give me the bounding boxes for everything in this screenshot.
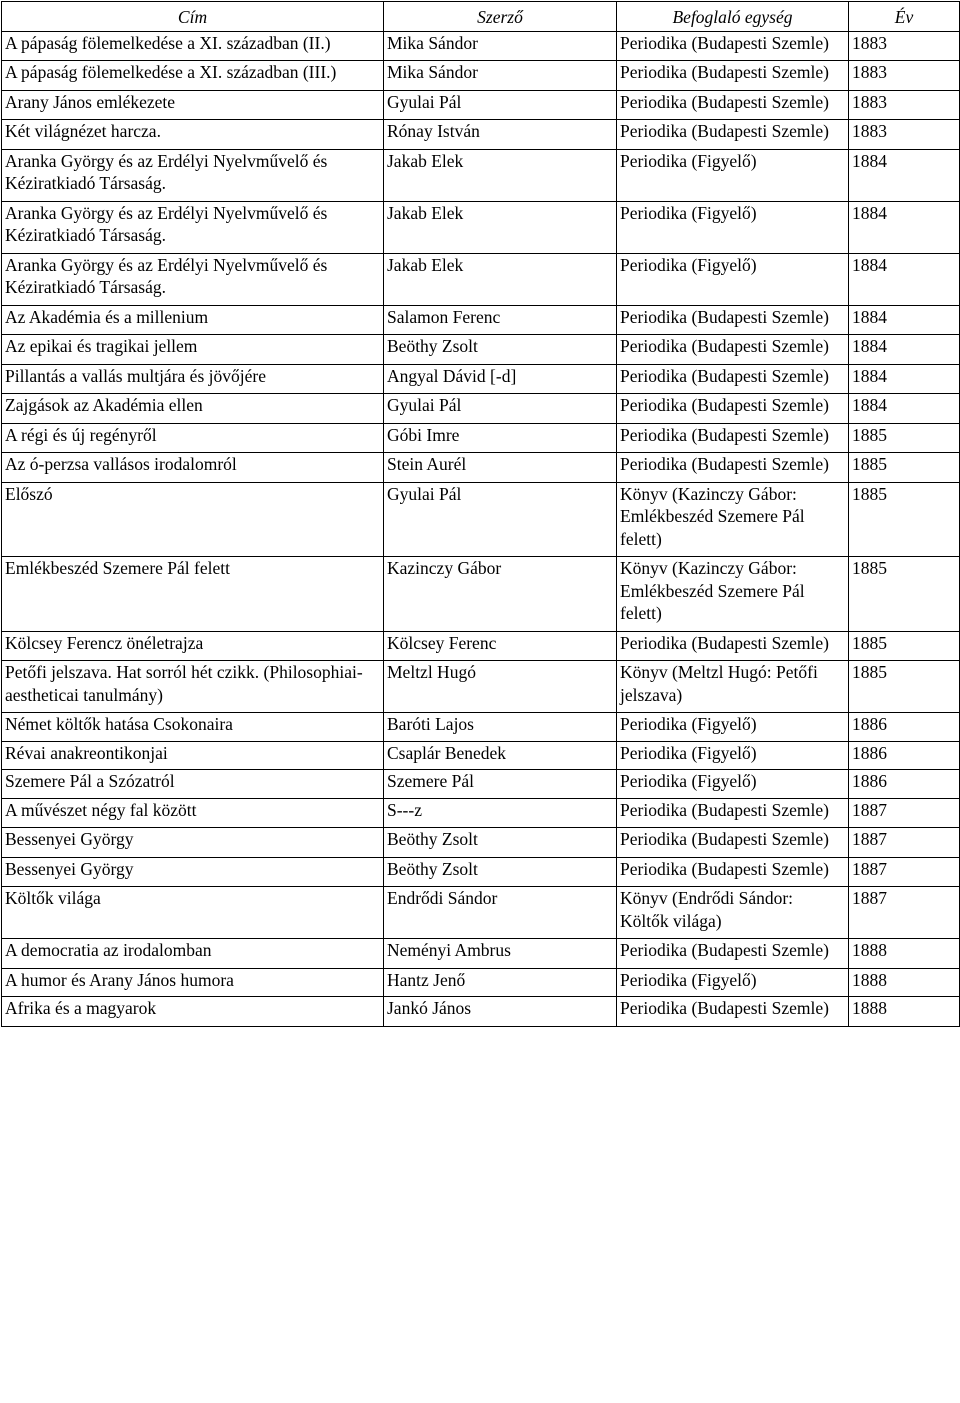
cell-author: Salamon Ferenc — [384, 305, 617, 335]
cell-author: Gyulai Pál — [384, 394, 617, 424]
cell-author: Góbi Imre — [384, 423, 617, 453]
cell-title: Aranka György és az Erdélyi Nyelvművelő és Kéziratkiadó Társaság. — [2, 149, 384, 201]
cell-container: Periodika (Figyelő) — [617, 713, 849, 742]
cell-year: 1887 — [849, 887, 960, 939]
table-row — [2, 61, 960, 91]
cell-author: Kazinczy Gábor — [384, 557, 617, 632]
cell-year: 1885 — [849, 661, 960, 713]
header-author: Szerző — [384, 2, 617, 32]
cell-author: Hantz Jenő — [384, 968, 617, 997]
cell-title: Zajgások az Akadémia ellen — [2, 394, 384, 424]
cell-author: S---z — [384, 798, 617, 828]
cell-title: A pápaság fölemelkedése a XI. században (III.) — [2, 61, 384, 91]
cell-year: 1884 — [849, 149, 960, 201]
cell-container: Periodika (Budapesti Szemle) — [617, 939, 849, 969]
table-row — [2, 557, 960, 632]
cell-year: 1883 — [849, 90, 960, 120]
cell-container: Könyv (Endrődi Sándor: Költők világa) — [617, 887, 849, 939]
cell-year: 1884 — [849, 305, 960, 335]
cell-year: 1888 — [849, 997, 960, 1027]
cell-title: Pillantás a vallás multjára és jövőjére — [2, 364, 384, 394]
cell-author: Angyal Dávid [-d] — [384, 364, 617, 394]
cell-title: Afrika és a magyarok — [2, 997, 384, 1027]
table-row — [2, 661, 960, 713]
cell-year: 1885 — [849, 482, 960, 557]
cell-author: Beöthy Zsolt — [384, 828, 617, 858]
cell-title: A régi és új regényről — [2, 423, 384, 453]
cell-author: Beöthy Zsolt — [384, 857, 617, 887]
cell-title: Kölcsey Ferencz önéletrajza — [2, 631, 384, 661]
table-row — [2, 120, 960, 150]
cell-year: 1885 — [849, 453, 960, 483]
cell-container: Periodika (Budapesti Szemle) — [617, 423, 849, 453]
cell-author: Baróti Lajos — [384, 713, 617, 742]
table-row — [2, 305, 960, 335]
cell-year: 1883 — [849, 61, 960, 91]
cell-container: Periodika (Budapesti Szemle) — [617, 90, 849, 120]
cell-author: Mika Sándor — [384, 31, 617, 61]
cell-container: Könyv (Kazinczy Gábor: Emlékbeszéd Szemere Pál felett) — [617, 482, 849, 557]
cell-title: Az epikai és tragikai jellem — [2, 335, 384, 365]
cell-author: Jakab Elek — [384, 253, 617, 305]
cell-year: 1887 — [849, 828, 960, 858]
header-title: Cím — [2, 2, 384, 32]
cell-title: Aranka György és az Erdélyi Nyelvművelő és Kéziratkiadó Társaság. — [2, 201, 384, 253]
table-row — [2, 253, 960, 305]
cell-container: Könyv (Meltzl Hugó: Petőfi jelszava) — [617, 661, 849, 713]
cell-title: Szemere Pál a Szózatról — [2, 770, 384, 799]
table-row — [2, 335, 960, 365]
cell-title: Emlékbeszéd Szemere Pál felett — [2, 557, 384, 632]
cell-container: Periodika (Budapesti Szemle) — [617, 120, 849, 150]
cell-author: Beöthy Zsolt — [384, 335, 617, 365]
table-row — [2, 90, 960, 120]
cell-title: A művészet négy fal között — [2, 798, 384, 828]
table-row — [2, 631, 960, 661]
cell-container: Periodika (Budapesti Szemle) — [617, 631, 849, 661]
cell-title: Előszó — [2, 482, 384, 557]
table-row — [2, 482, 960, 557]
cell-title: Német költők hatása Csokonaira — [2, 713, 384, 742]
table-row — [2, 713, 960, 742]
cell-container: Periodika (Budapesti Szemle) — [617, 335, 849, 365]
cell-year: 1886 — [849, 741, 960, 770]
cell-title: Petőfi jelszava. Hat sorról hét czikk. (Philosophiai-aestheticai tanulmány) — [2, 661, 384, 713]
cell-container: Periodika (Figyelő) — [617, 741, 849, 770]
cell-container: Periodika (Figyelő) — [617, 149, 849, 201]
cell-author: Stein Aurél — [384, 453, 617, 483]
cell-container: Periodika (Budapesti Szemle) — [617, 394, 849, 424]
cell-author: Jakab Elek — [384, 201, 617, 253]
table-row — [2, 31, 960, 61]
table-row — [2, 394, 960, 424]
cell-year: 1888 — [849, 968, 960, 997]
cell-title: Költők világa — [2, 887, 384, 939]
bibliography-table — [1, 1, 960, 1027]
cell-container: Periodika (Figyelő) — [617, 253, 849, 305]
cell-year: 1886 — [849, 713, 960, 742]
cell-year: 1884 — [849, 335, 960, 365]
cell-container: Periodika (Figyelő) — [617, 770, 849, 799]
cell-container: Periodika (Budapesti Szemle) — [617, 305, 849, 335]
cell-year: 1885 — [849, 557, 960, 632]
cell-year: 1884 — [849, 253, 960, 305]
cell-author: Jakab Elek — [384, 149, 617, 201]
table-row — [2, 857, 960, 887]
cell-author: Neményi Ambrus — [384, 939, 617, 969]
table-row — [2, 149, 960, 201]
cell-author: Mika Sándor — [384, 61, 617, 91]
cell-author: Rónay István — [384, 120, 617, 150]
cell-author: Csaplár Benedek — [384, 741, 617, 770]
cell-title: Az ó-perzsa vallásos irodalomról — [2, 453, 384, 483]
cell-container: Periodika (Figyelő) — [617, 968, 849, 997]
header-row — [2, 2, 960, 32]
cell-year: 1883 — [849, 31, 960, 61]
table-row — [2, 201, 960, 253]
cell-container: Periodika (Figyelő) — [617, 201, 849, 253]
cell-title: Révai anakreontikonjai — [2, 741, 384, 770]
cell-year: 1884 — [849, 201, 960, 253]
cell-year: 1887 — [849, 798, 960, 828]
cell-container: Periodika (Budapesti Szemle) — [617, 31, 849, 61]
cell-author: Endrődi Sándor — [384, 887, 617, 939]
cell-year: 1885 — [849, 631, 960, 661]
cell-year: 1884 — [849, 394, 960, 424]
table-row — [2, 453, 960, 483]
cell-title: A pápaság fölemelkedése a XI. században (II.) — [2, 31, 384, 61]
cell-author: Kölcsey Ferenc — [384, 631, 617, 661]
table-row — [2, 770, 960, 799]
cell-title: A democratia az irodalomban — [2, 939, 384, 969]
cell-year: 1883 — [849, 120, 960, 150]
header-year: Év — [849, 2, 960, 32]
cell-container: Könyv (Kazinczy Gábor: Emlékbeszéd Szemere Pál felett) — [617, 557, 849, 632]
cell-title: Bessenyei György — [2, 857, 384, 887]
table-row — [2, 423, 960, 453]
cell-year: 1888 — [849, 939, 960, 969]
cell-title: Két világnézet harcza. — [2, 120, 384, 150]
table-row — [2, 798, 960, 828]
cell-author: Szemere Pál — [384, 770, 617, 799]
table-row — [2, 939, 960, 969]
cell-author: Gyulai Pál — [384, 482, 617, 557]
cell-container: Periodika (Budapesti Szemle) — [617, 798, 849, 828]
cell-author: Meltzl Hugó — [384, 661, 617, 713]
cell-container: Periodika (Budapesti Szemle) — [617, 997, 849, 1027]
cell-title: Aranka György és az Erdélyi Nyelvművelő és Kéziratkiadó Társaság. — [2, 253, 384, 305]
cell-author: Gyulai Pál — [384, 90, 617, 120]
cell-title: Az Akadémia és a millenium — [2, 305, 384, 335]
cell-year: 1885 — [849, 423, 960, 453]
cell-author: Jankó János — [384, 997, 617, 1027]
cell-container: Periodika (Budapesti Szemle) — [617, 857, 849, 887]
cell-title: A humor és Arany János humora — [2, 968, 384, 997]
table-row — [2, 887, 960, 939]
cell-year: 1886 — [849, 770, 960, 799]
table-row — [2, 828, 960, 858]
table-row — [2, 997, 960, 1027]
cell-year: 1884 — [849, 364, 960, 394]
cell-year: 1887 — [849, 857, 960, 887]
table-row — [2, 968, 960, 997]
cell-title: Arany János emlékezete — [2, 90, 384, 120]
header-container: Befoglaló egység — [617, 2, 849, 32]
cell-title: Bessenyei György — [2, 828, 384, 858]
table-row — [2, 364, 960, 394]
cell-container: Periodika (Budapesti Szemle) — [617, 453, 849, 483]
cell-container: Periodika (Budapesti Szemle) — [617, 61, 849, 91]
table-row — [2, 741, 960, 770]
cell-container: Periodika (Budapesti Szemle) — [617, 364, 849, 394]
cell-container: Periodika (Budapesti Szemle) — [617, 828, 849, 858]
